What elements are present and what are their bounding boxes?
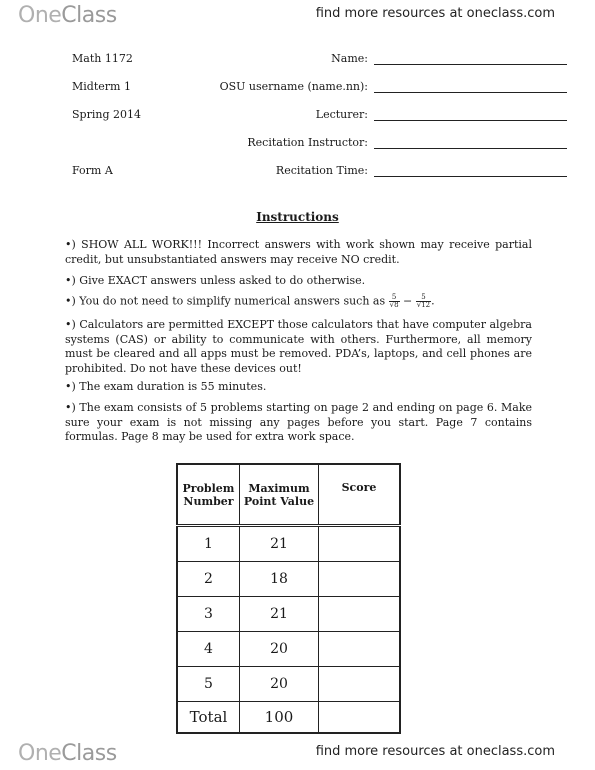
- problem-number: 4: [177, 632, 240, 667]
- oneclass-logo[interactable]: [18, 3, 117, 28]
- exam-name: Midterm 1: [72, 80, 131, 93]
- total-label: Total: [177, 702, 240, 734]
- fraction-one: [389, 294, 400, 309]
- find-resources-link-bottom[interactable]: find more resources at oneclass.com: [315, 744, 555, 759]
- instruction-calculators: •) Calculators are permitted EXCEPT those calculators that have computer algebra systems (CAS) or ability to communicate with others. Furthermore, all memory must be cleared and all apps must be removed. PDA’s, laptops, and cell phones are prohibited. Do not have these devices out!: [65, 318, 532, 375]
- recitation-instructor-label: Recitation Instructor:: [247, 136, 368, 149]
- fraction-one-denominator: √8: [389, 301, 399, 309]
- table-row: [177, 526, 400, 562]
- score-table: [176, 463, 401, 734]
- fraction-two-numerator: 5: [416, 294, 431, 302]
- total-score-cell[interactable]: [319, 702, 401, 734]
- logo-suffix: Class: [61, 741, 117, 766]
- recitation-time-label: Recitation Time:: [275, 164, 368, 177]
- max-points: 21: [240, 526, 319, 562]
- fraction-one-numerator: 5: [389, 294, 400, 302]
- score-cell[interactable]: [319, 632, 401, 667]
- oneclass-logo-bottom[interactable]: [18, 741, 117, 766]
- bottom-banner: [0, 738, 595, 768]
- table-row: [177, 597, 400, 632]
- lecturer-label: Lecturer:: [315, 108, 368, 121]
- fraction-two-denominator: √12: [416, 301, 431, 309]
- fraction-two: [416, 294, 431, 309]
- top-banner: [0, 0, 595, 30]
- table-row: [177, 632, 400, 667]
- problem-number-header: [177, 464, 240, 526]
- course-name: Math 1172: [72, 52, 133, 65]
- find-resources-link[interactable]: find more resources at oneclass.com: [315, 6, 555, 21]
- logo-prefix: One: [18, 741, 62, 766]
- max-points: 20: [240, 667, 319, 702]
- max-points: 20: [240, 632, 319, 667]
- max-points: 18: [240, 562, 319, 597]
- instruction-problems: •) The exam consists of 5 problems starting on page 2 and ending on page 6. Make sure your exam is not missing any pages before you start. Page 7 contains formulas. Page 8 may be used for extra work space.: [65, 401, 532, 443]
- problem-header-line1: Problem: [182, 481, 235, 495]
- instruction-simplify-text: •) You do not need to simplify numerical answers such as: [65, 294, 386, 308]
- table-row: [177, 562, 400, 597]
- instruction-show-work: •) SHOW ALL WORK!!! Incorrect answers with work shown may receive partial credit, but unsubstantiated answers may receive NO credit.: [65, 238, 532, 266]
- problem-number: 3: [177, 597, 240, 632]
- username-label: OSU username (name.nn):: [219, 80, 368, 93]
- logo-prefix: One: [18, 3, 62, 28]
- instructions-title: Instructions: [256, 210, 339, 224]
- problem-number: 2: [177, 562, 240, 597]
- form-label: Form A: [72, 164, 113, 177]
- problem-header-line2: Number: [183, 494, 234, 508]
- name-label: Name:: [331, 52, 368, 65]
- max-point-header: [240, 464, 319, 526]
- minus-sign: −: [403, 294, 413, 308]
- max-header-line2: Point Value: [243, 494, 315, 508]
- max-points: 21: [240, 597, 319, 632]
- score-cell[interactable]: [319, 562, 401, 597]
- max-header-line1: Maximum: [248, 481, 310, 495]
- recitation-time-field[interactable]: [374, 176, 567, 177]
- score-cell[interactable]: [319, 597, 401, 632]
- score-cell[interactable]: [319, 667, 401, 702]
- score-cell[interactable]: [319, 526, 401, 562]
- term: Spring 2014: [72, 108, 141, 121]
- logo-suffix: Class: [61, 3, 117, 28]
- problem-number: 5: [177, 667, 240, 702]
- name-field[interactable]: [374, 64, 567, 65]
- instruction-exact-answers: •) Give EXACT answers unless asked to do otherwise.: [65, 274, 366, 287]
- total-value: 100: [240, 702, 319, 734]
- username-field[interactable]: [374, 92, 567, 93]
- recitation-instructor-field[interactable]: [374, 148, 567, 149]
- table-row: [177, 667, 400, 702]
- total-row: [177, 702, 400, 734]
- period: .: [431, 294, 435, 308]
- instruction-duration: •) The exam duration is 55 minutes.: [65, 380, 267, 393]
- score-table-header: [177, 464, 400, 526]
- problem-number: 1: [177, 526, 240, 562]
- score-header: Score: [319, 464, 401, 526]
- instruction-simplify: [65, 294, 532, 309]
- lecturer-field[interactable]: [374, 120, 567, 121]
